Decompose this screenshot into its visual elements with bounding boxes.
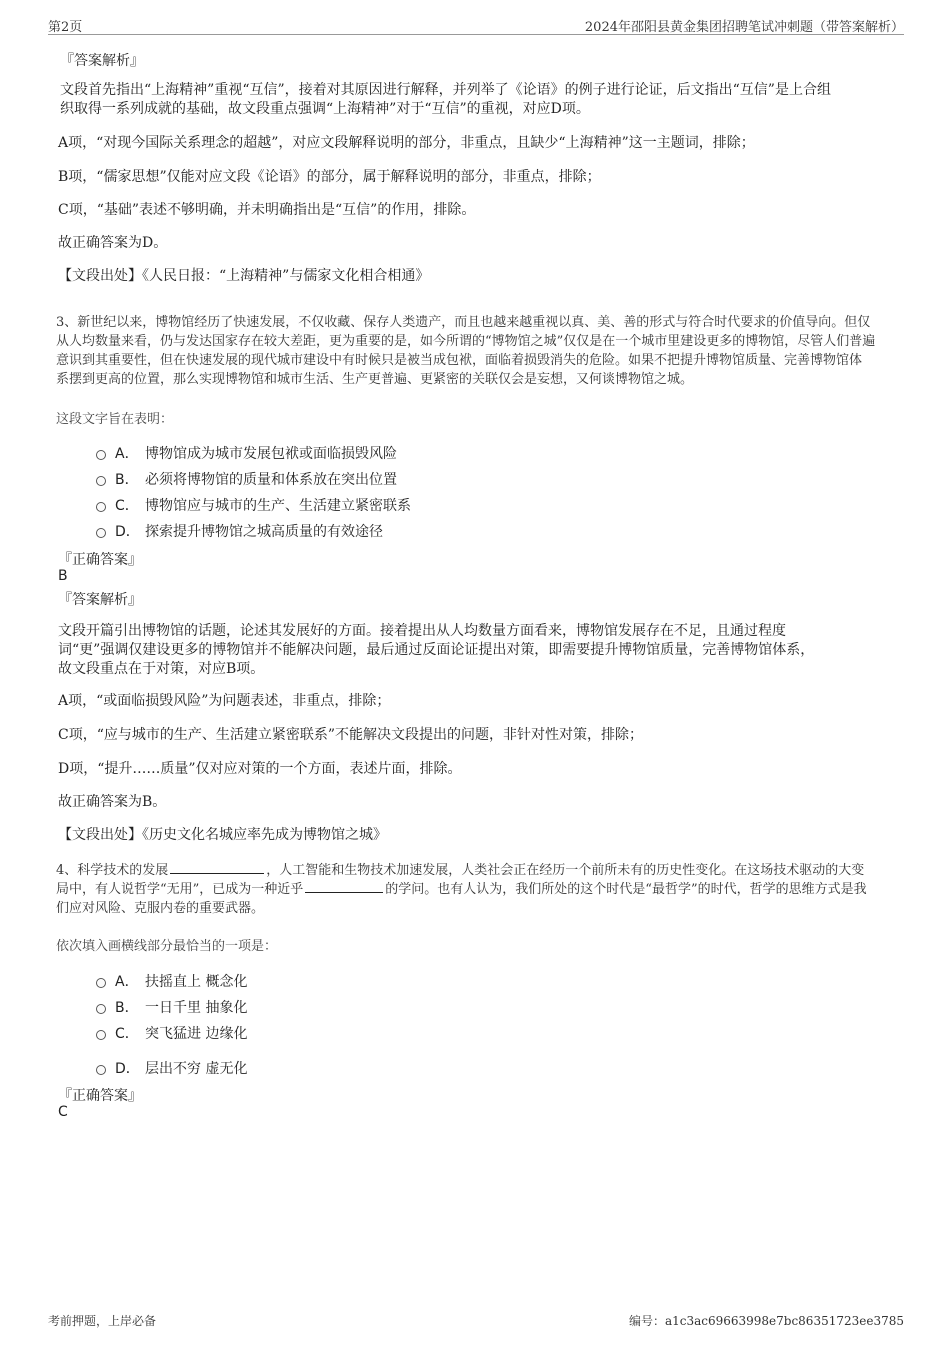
- radio-button[interactable]: [96, 528, 106, 538]
- option-b[interactable]: B． 必须将博物馆的质量和体系放在突出位置: [96, 469, 397, 489]
- option-c-analysis: C项，“应与城市的生产、生活建立紧密联系”不能解决文段提出的问题，非针对性对策，排除；: [58, 727, 644, 743]
- radio-button[interactable]: [96, 1030, 106, 1040]
- option-a[interactable]: A． 博物馆成为城市发展包袱或面临损毁风险: [96, 443, 397, 463]
- option-c-analysis: C项，“基础”表述不够明确，并未明确指出是“互信”的作用，排除。: [58, 202, 476, 218]
- page-header: [48, 14, 904, 35]
- text-line: 3、新世纪以来，博物馆经历了快速发展，不仅收藏、保存人类遗产，而且也越来越重视以真、美、善的形式与符合时代要求的价值导向。但仅: [56, 315, 871, 330]
- option-c[interactable]: C． 突飞猛进 边缘化: [96, 1023, 247, 1043]
- option-b-analysis: B项，“儒家思想”仅能对应文段《论语》的部分，属于解释说明的部分，非重点，排除；: [58, 169, 601, 185]
- text-line: 局中，有人说哲学“无用”，已成为一种近乎 的学问。也有人认为，我们所处的这个时代是“最哲学”的时代，哲学的思维方式是我: [56, 882, 867, 897]
- option-b[interactable]: B． 一日千里 抽象化: [96, 997, 247, 1017]
- text-line: 系摆到更高的位置，那么实现博物馆和城市生活、生产更普遍、更紧密的关联仅会是妄想，又何谈博物馆之城。: [56, 372, 694, 387]
- radio-button[interactable]: [96, 450, 106, 460]
- text-line: 们应对风险、克服内卷的重要武器。: [56, 901, 265, 916]
- option-a-analysis: A项，“或面临损毁风险”为问题表述，非重点，排除；: [58, 693, 391, 709]
- fill-blank-2: [305, 880, 383, 893]
- radio-button[interactable]: [96, 1065, 106, 1075]
- text-line: 文段首先指出“上海精神”重视“互信”，接着对其原因进行解释，并列举了《论语》的例子进行论证，后文指出“互信”是上合组: [60, 82, 831, 98]
- option-d[interactable]: D． 层出不穷 虚无化: [96, 1058, 247, 1078]
- source-note: 【文段出处】《人民日报：“上海精神”与儒家文化相合相通》: [58, 268, 430, 284]
- option-a-analysis: A项，“对现今国际关系理念的超越”，对应文段解释说明的部分，非重点，且缺少“上海精神”这一主题词，排除；: [58, 135, 755, 151]
- source-note: 【文段出处】《历史文化名城应率先成为博物馆之城》: [58, 827, 387, 843]
- analysis-label: 『答案解析』: [60, 53, 144, 69]
- option-c[interactable]: C． 博物馆应与城市的生产、生活建立紧密联系: [96, 495, 411, 515]
- page-footer: [48, 1312, 904, 1332]
- text-line: 4、科学技术的发展 ，人工智能和生物技术加速发展，人类社会正在经历一个前所未有的历史性变化。在这场技术驱动的大变: [56, 863, 865, 878]
- analysis-paragraph: [58, 622, 814, 679]
- page-number: 第2页: [48, 20, 83, 35]
- radio-button[interactable]: [96, 1004, 106, 1014]
- question-3-text: [56, 313, 906, 389]
- text-line: 织取得一系列成就的基础，故文段重点强调“上海精神”对于“互信”的重视，对应D项。: [60, 101, 590, 117]
- text-line: 故文段重点在于对策，对应B项。: [58, 661, 265, 677]
- radio-button[interactable]: [96, 978, 106, 988]
- question-4-text: [56, 861, 906, 918]
- option-a[interactable]: A． 扶摇直上 概念化: [96, 971, 247, 991]
- radio-button[interactable]: [96, 502, 106, 512]
- conclusion: 故正确答案为B。: [58, 794, 167, 810]
- text-line: 词“更”强调仅建设更多的博物馆并不能解决问题，最后通过反面论证提出对策，即需要提升博物馆质量，完善博物馆体系，: [58, 642, 815, 658]
- fill-blank-1: [170, 861, 264, 874]
- correct-answer-label: 『正确答案』: [58, 552, 142, 568]
- correct-answer-label: 『正确答案』: [58, 1088, 142, 1104]
- conclusion: 故正确答案为D。: [58, 235, 168, 251]
- text-line: 从人均数量来看，仍与发达国家存在较大差距，更为重要的是，如今所谓的“博物馆之城”仅仅是在一个城市里建设更多的博物馆，尽管人们普遍: [56, 334, 876, 349]
- footer-slogan: 考前押题，上岸必备: [48, 1314, 157, 1328]
- document-id: 编号：a1c3ac69663998e7bc86351723ee3785: [628, 1314, 904, 1328]
- correct-answer: C: [58, 1104, 68, 1120]
- option-d[interactable]: D． 探索提升博物馆之城高质量的有效途径: [96, 521, 383, 541]
- document-title: 2024年邵阳县黄金集团招聘笔试冲刺题（带答案解析）: [584, 20, 904, 35]
- question-4-prompt: 依次填入画横线部分最恰当的一项是：: [56, 939, 278, 954]
- analysis-label: 『答案解析』: [58, 592, 142, 608]
- radio-button[interactable]: [96, 476, 106, 486]
- text-line: 文段开篇引出博物馆的话题，论述其发展好的方面。接着提出从人均数量方面看来，博物馆发展存在不足，且通过程度: [58, 623, 786, 639]
- text-line: 意识到其重要性，但在快速发展的现代城市建设中有时候只是被当成包袱，面临着损毁消失的危险。如果不把提升博物馆质量、完善博物馆体: [56, 353, 863, 368]
- question-3-prompt: 这段文字旨在表明：: [56, 412, 174, 427]
- correct-answer: B: [58, 568, 68, 584]
- option-d-analysis: D项，“提升……质量”仅对应对策的一个方面，表述片面，排除。: [58, 761, 462, 777]
- analysis-paragraph: [60, 81, 831, 119]
